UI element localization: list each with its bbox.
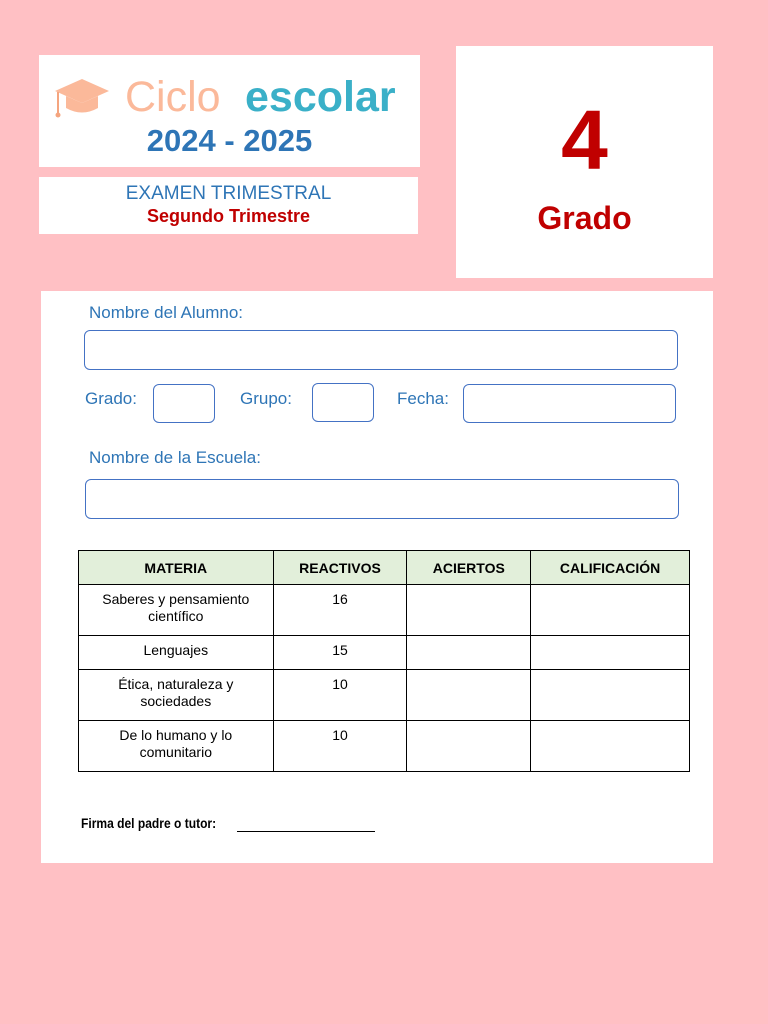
- grupo-label: Grupo:: [240, 389, 292, 408]
- exam-subtitle: Segundo Trimestre: [146, 206, 311, 226]
- grupo-field[interactable]: [312, 383, 374, 422]
- school-year: 2024 - 2025: [146, 123, 313, 158]
- cell-reactivos: 10: [273, 670, 407, 721]
- signature-label: Firma del padre o tutor:: [81, 815, 217, 831]
- header-reactivos: REACTIVOS: [273, 551, 407, 585]
- cell-aciertos[interactable]: [407, 636, 531, 670]
- cell-reactivos: 15: [273, 636, 407, 670]
- school-name-label: Nombre de la Escuela:: [89, 448, 261, 467]
- grado-label: Grado:: [85, 389, 137, 408]
- table-row: [79, 670, 690, 721]
- student-name-label: Nombre del Alumno:: [89, 303, 244, 322]
- graduation-cap-icon: [53, 77, 111, 119]
- school-name-field[interactable]: [85, 479, 679, 519]
- cell-calificacion[interactable]: [531, 636, 690, 670]
- exam-card: [39, 177, 418, 234]
- title-word-escolar: escolar: [245, 73, 396, 121]
- table-row: [79, 721, 690, 772]
- cell-materia: Ética, naturaleza y sociedades: [79, 670, 274, 721]
- cell-reactivos: 10: [273, 721, 407, 772]
- grade-card: [456, 46, 713, 278]
- cell-aciertos[interactable]: [407, 721, 531, 772]
- cell-aciertos[interactable]: [407, 670, 531, 721]
- header-materia: MATERIA: [79, 551, 274, 585]
- title-word-ciclo: Ciclo: [125, 73, 221, 121]
- table-header-row: [79, 551, 690, 585]
- cell-materia: De lo humano y lo comunitario: [79, 721, 274, 772]
- cell-calificacion[interactable]: [531, 721, 690, 772]
- exam-title: EXAMEN TRIMESTRAL: [125, 183, 332, 204]
- signature-line[interactable]: [237, 831, 375, 832]
- cell-materia: Lenguajes: [79, 636, 274, 670]
- cell-calificacion[interactable]: [531, 585, 690, 636]
- header-calificacion: CALIFICACIÓN: [531, 551, 690, 585]
- student-name-field[interactable]: [84, 330, 678, 370]
- fecha-field[interactable]: [463, 384, 676, 423]
- title-line: [53, 73, 413, 123]
- cell-aciertos[interactable]: [407, 585, 531, 636]
- header-aciertos: ACIERTOS: [407, 551, 531, 585]
- marks-table: [78, 550, 690, 772]
- cell-calificacion[interactable]: [531, 670, 690, 721]
- student-form: [41, 291, 713, 863]
- grade-label: Grado: [537, 200, 632, 236]
- grado-field[interactable]: [153, 384, 215, 423]
- fecha-label: Fecha:: [397, 389, 449, 408]
- cell-materia: Saberes y pensamiento científico: [79, 585, 274, 636]
- title-card: [39, 55, 420, 167]
- table-row: [79, 636, 690, 670]
- table-row: [79, 585, 690, 636]
- cell-reactivos: 16: [273, 585, 407, 636]
- grade-number: 4: [561, 93, 608, 187]
